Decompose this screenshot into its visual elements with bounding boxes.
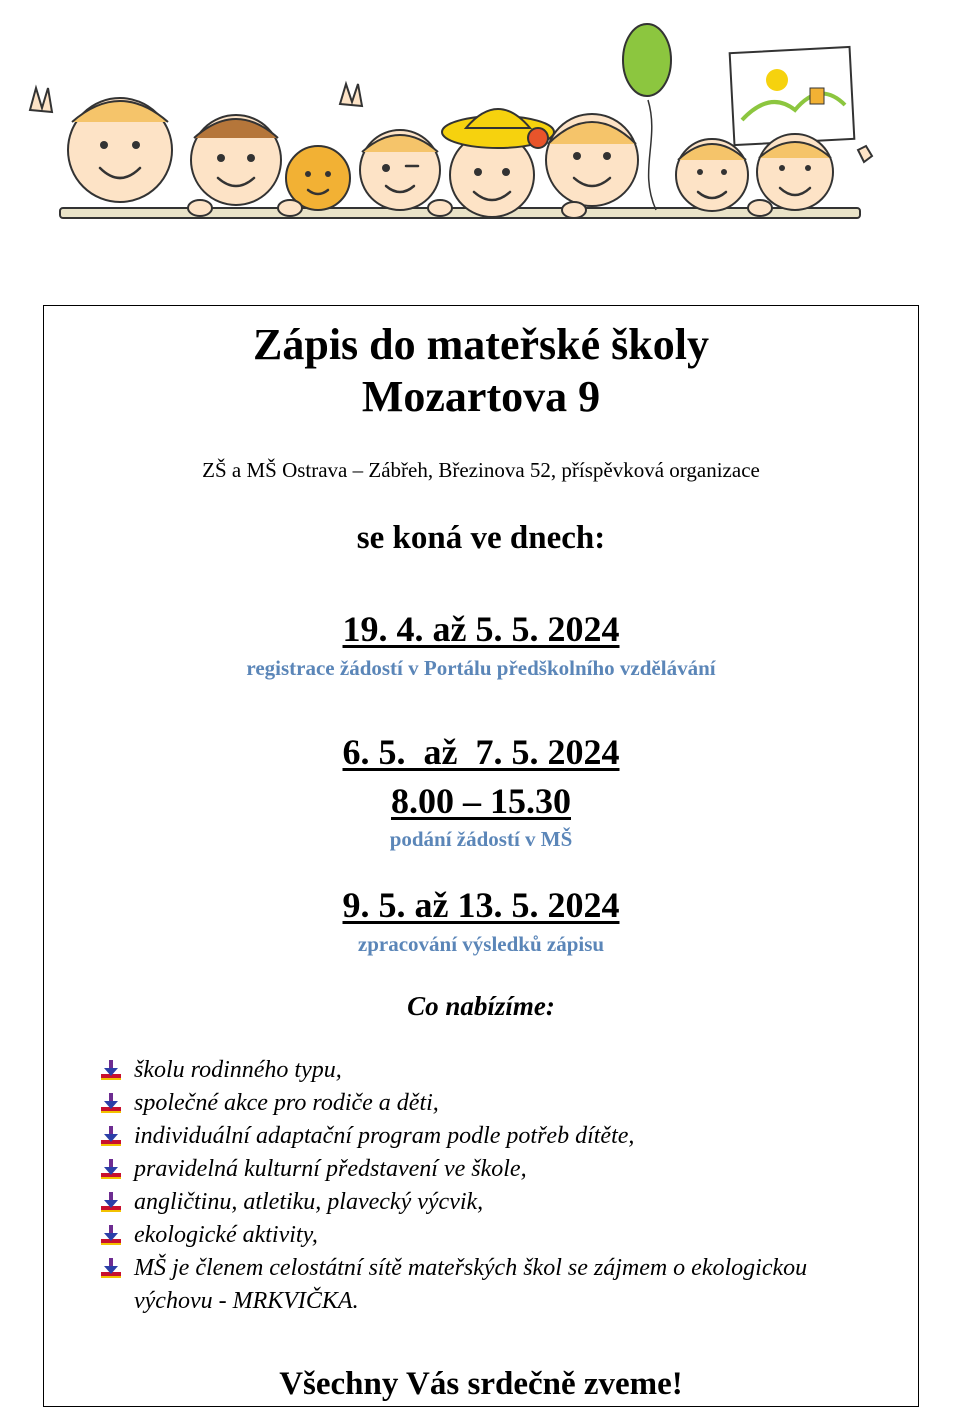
offer-item xyxy=(99,1054,879,1087)
period-1-note: registrace žádostí v Portálu předškolního vzdělávání xyxy=(246,656,716,680)
period-2-dates: 6. 5. až 7. 5. 2024 xyxy=(342,732,620,772)
offer-item xyxy=(99,1153,879,1186)
closing-invitation: Všechny Vás srdečně zveme! xyxy=(279,1366,683,1402)
period-2-time: 8.00 – 15.30 xyxy=(391,781,571,821)
offer-item xyxy=(99,1252,879,1318)
offer-item-text: ekologické aktivity, xyxy=(134,1222,318,1248)
period-3-note: zpracování výsledků zápisu xyxy=(357,932,605,956)
offer-item-text: pravidelná kulturní představení ve škole, xyxy=(134,1156,527,1182)
period-3 xyxy=(44,884,918,926)
offer-item-text: individuální adaptační program podle potřeb dítěte, xyxy=(134,1123,635,1149)
period-2-time-row xyxy=(44,780,918,822)
page-title xyxy=(44,319,918,423)
arrow-down-bullet-icon xyxy=(99,1158,123,1180)
title-line-2: Mozartova 9 xyxy=(361,372,601,421)
arrow-down-bullet-icon xyxy=(99,1092,123,1114)
offer-item-text: společné akce pro rodiče a děti, xyxy=(134,1090,439,1116)
offer-list xyxy=(99,1054,879,1318)
intro-text: se koná ve dnech: xyxy=(356,520,606,556)
title-line-1: Zápis do mateřské školy xyxy=(253,320,709,369)
offer-item xyxy=(99,1186,879,1219)
offer-item-text: angličtinu, atletiku, plavecký výcvik, xyxy=(134,1189,484,1215)
offer-item xyxy=(99,1219,879,1252)
announcement-box xyxy=(43,305,919,1407)
period-1-dates: 19. 4. až 5. 5. 2024 xyxy=(342,609,620,649)
arrow-down-bullet-icon xyxy=(99,1224,123,1246)
period-2 xyxy=(44,731,918,773)
arrow-down-bullet-icon xyxy=(99,1059,123,1081)
offer-item xyxy=(99,1087,879,1120)
offer-heading: Co nabízíme: xyxy=(407,991,555,1021)
arrow-down-bullet-icon xyxy=(99,1125,123,1147)
organization-name: ZŠ a MŠ Ostrava – Zábřeh, Březinova 52, příspěvková organizace xyxy=(202,458,760,482)
cartoon-children-illustration xyxy=(20,10,900,250)
offer-item xyxy=(99,1120,879,1153)
offer-item-text: školu rodinného typu, xyxy=(134,1057,342,1083)
offer-item-text: MŠ je členem celostátní sítě mateřských škol se zájmem o ekologickou výchovu - MRKVIČKA. xyxy=(134,1255,808,1314)
period-1 xyxy=(44,608,918,650)
arrow-down-bullet-icon xyxy=(99,1257,123,1279)
period-2-note: podání žádostí v MŠ xyxy=(389,827,573,851)
period-3-dates: 9. 5. až 13. 5. 2024 xyxy=(342,885,620,925)
arrow-down-bullet-icon xyxy=(99,1191,123,1213)
